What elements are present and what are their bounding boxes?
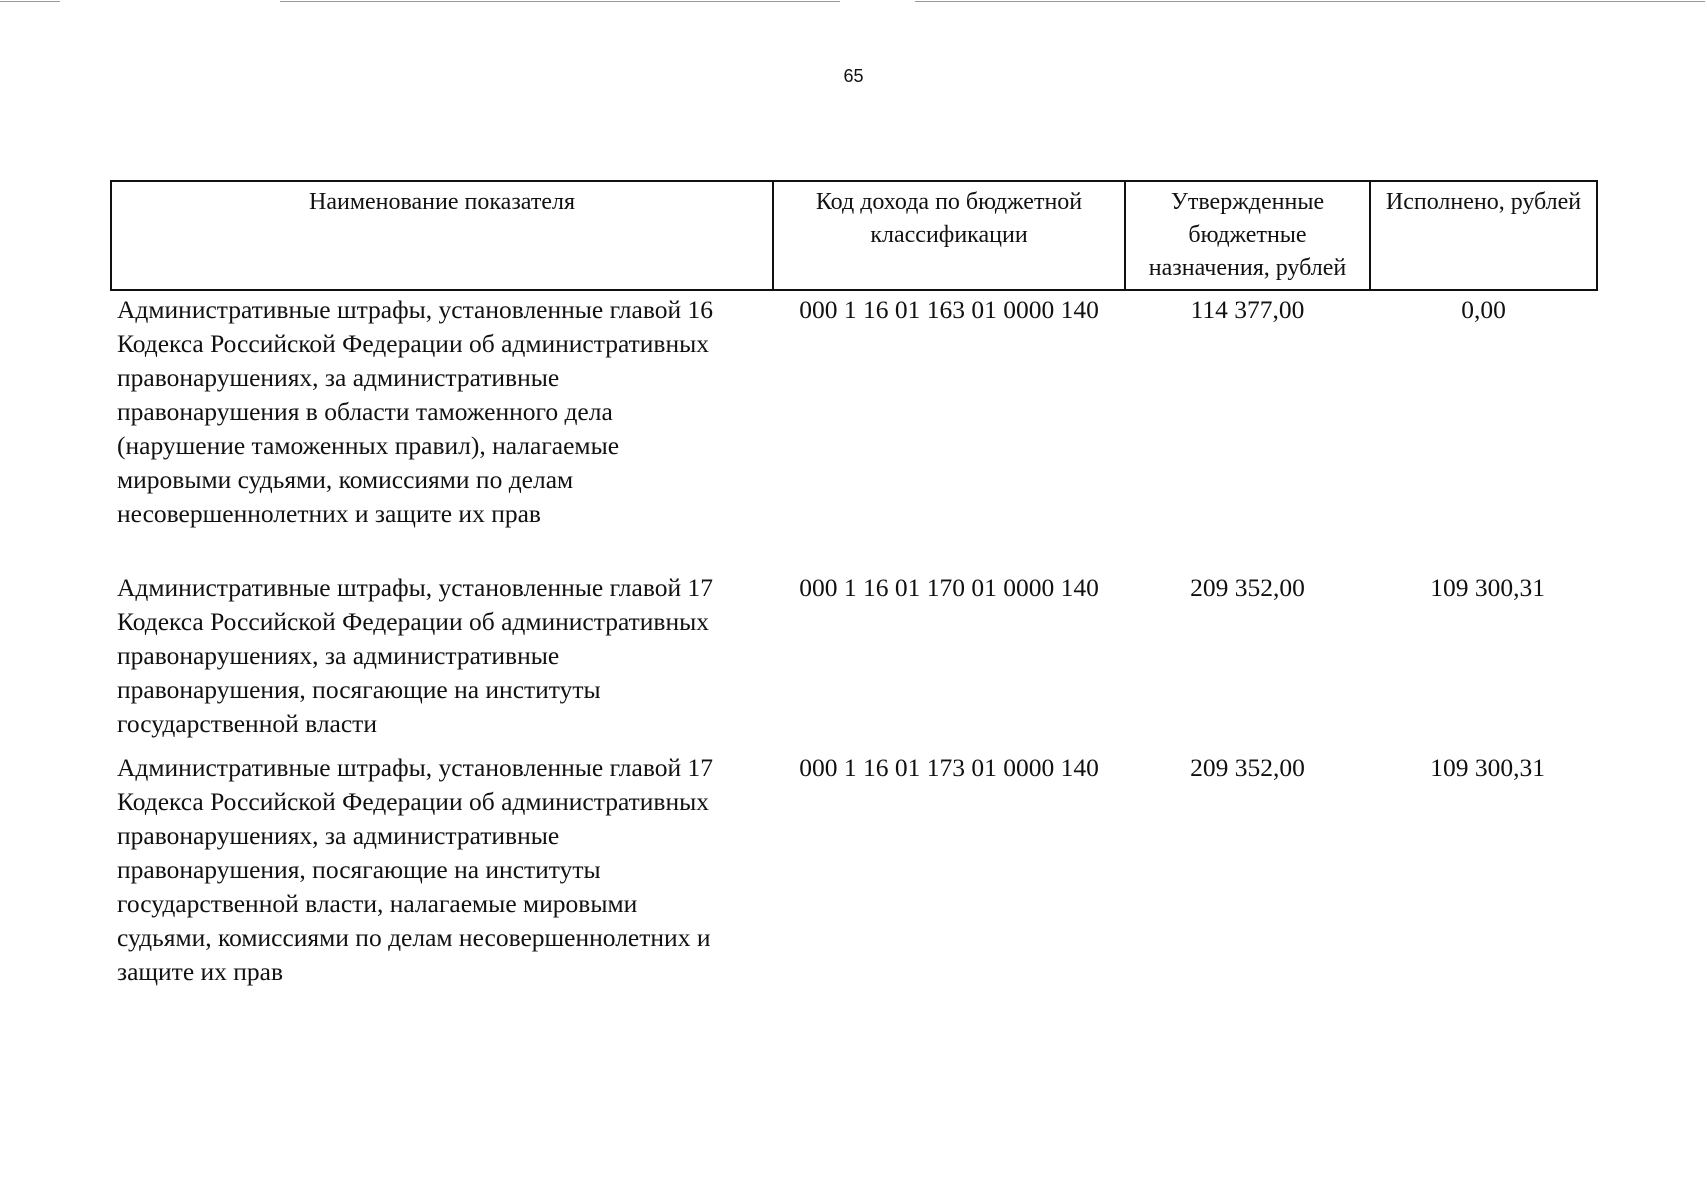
- indicator-name-line: Кодекса Российской Федерации об административных: [117, 787, 709, 816]
- indicator-name-line: правонарушениях, за административные: [117, 363, 560, 392]
- indicator-name-line: правонарушения, посягающие на институты: [117, 675, 601, 704]
- header-approved-amount: Утвержденные бюджетные назначения, рублей: [1125, 181, 1370, 290]
- table-row: [111, 749, 1597, 991]
- indicator-name-line: государственной власти, налагаемые мировыми: [117, 889, 638, 918]
- indicator-name-cell: [111, 749, 773, 991]
- executed-amount-cell: 0,00: [1461, 295, 1506, 324]
- page-number: 65: [843, 66, 864, 86]
- indicator-name-line: несовершеннолетних и защите их прав: [117, 499, 541, 528]
- executed-amount-cell: 109 300,31: [1430, 573, 1545, 602]
- approved-amount-cell: 209 352,00: [1190, 753, 1305, 782]
- scan-artifact-line: [280, 1, 840, 2]
- revenue-code-cell: 000 1 16 01 163 01 0000 140: [799, 295, 1099, 324]
- header-row: [111, 181, 1597, 290]
- scan-artifact-line: [915, 1, 1705, 2]
- header-indicator-name: Наименование показателя: [111, 181, 773, 290]
- indicator-name-line: судьями, комиссиями по делам несовершеннолетних и: [117, 923, 711, 952]
- revenue-table: [110, 180, 1598, 991]
- indicator-name-line: правонарушениях, за административные: [117, 641, 560, 670]
- table-row: [111, 569, 1597, 749]
- indicator-name-line: Кодекса Российской Федерации об административных: [117, 607, 709, 636]
- indicator-name-line: правонарушения, посягающие на институты: [117, 855, 601, 884]
- table-body: [111, 290, 1597, 991]
- revenue-code-cell: 000 1 16 01 173 01 0000 140: [799, 753, 1099, 782]
- header-executed-amount: Исполнено, рублей: [1370, 181, 1597, 290]
- table-header: [111, 181, 1597, 290]
- indicator-name-cell: [111, 290, 773, 569]
- indicator-name-line: Административные штрафы, установленные главой 17: [117, 573, 713, 602]
- indicator-name-line: (нарушение таможенных правил), налагаемые: [117, 431, 620, 460]
- revenue-code-cell: 000 1 16 01 170 01 0000 140: [799, 573, 1099, 602]
- indicator-name-line: защите их прав: [117, 957, 284, 986]
- indicator-name-cell: [111, 569, 773, 749]
- indicator-name-line: государственной власти: [117, 709, 377, 738]
- indicator-name-line: правонарушениях, за административные: [117, 821, 560, 850]
- indicator-name-line: правонарушения в области таможенного дела: [117, 397, 613, 426]
- indicator-name-line: Административные штрафы, установленные главой 17: [117, 753, 713, 782]
- indicator-name-line: Административные штрафы, установленные главой 16: [117, 295, 713, 324]
- header-revenue-code: Код дохода по бюджетной классификации: [773, 181, 1125, 290]
- table-row: [111, 290, 1597, 569]
- scan-artifact-line: [0, 1, 60, 2]
- indicator-name-line: мировыми судьями, комиссиями по делам: [117, 465, 574, 494]
- approved-amount-cell: 114 377,00: [1190, 295, 1305, 324]
- executed-amount-cell: 109 300,31: [1430, 753, 1545, 782]
- indicator-name-line: Кодекса Российской Федерации об административных: [117, 329, 709, 358]
- approved-amount-cell: 209 352,00: [1190, 573, 1305, 602]
